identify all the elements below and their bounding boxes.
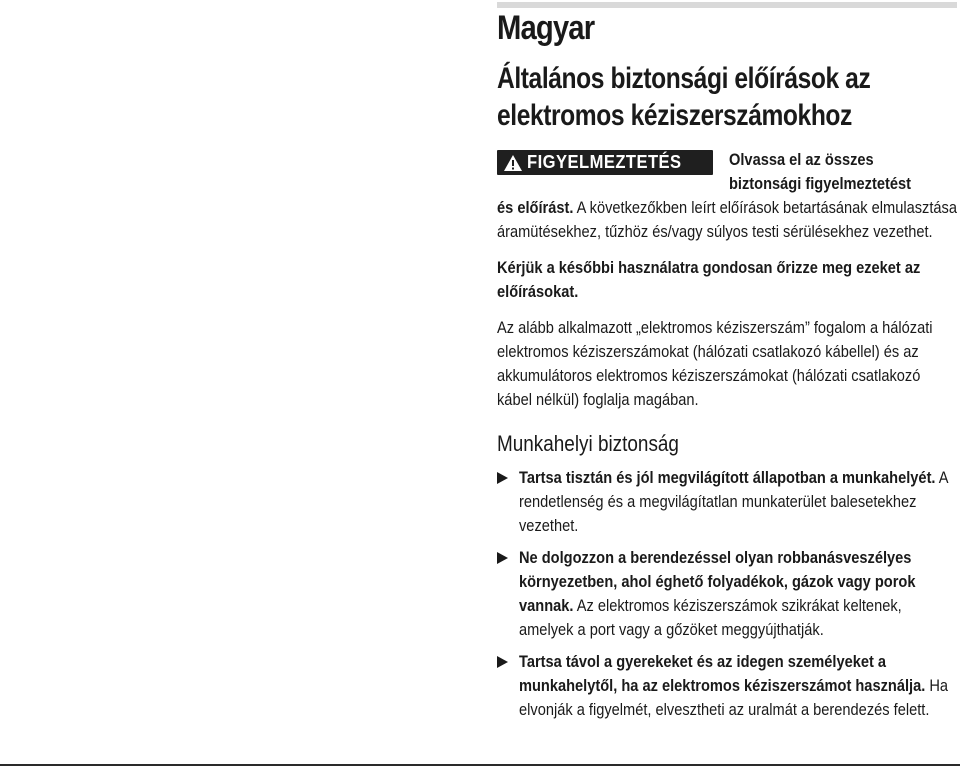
warning-triangle-icon [503,154,523,172]
bottom-rule [0,764,960,766]
warning-text [497,196,957,244]
warning-badge-label: FIGYELMEZTETÉS [527,152,682,172]
list-item-text [519,546,958,642]
list-item-bold: Tartsa távol a gyerekeket és az idegen személyeket a munkahelytől, ha az elektromos kéziszerszámot használja. [519,652,926,695]
list-item [497,466,957,538]
warning-badge [497,150,713,175]
warning-lead: Olvassa el az összes biztonsági figyelmeztetést [729,150,911,193]
triangle-bullet-icon [497,656,508,668]
list-item [497,546,957,642]
section-heading: Munkahelyi biztonság [497,431,679,456]
list-item-text [519,466,958,538]
list-item-rest: Az elektromos kéziszerszámok szikrákat keltenek, amelyek a port vagy a gőzöket meggyújthatják. [519,596,902,639]
keep-instructions-note: Kérjük a későbbi használatra gondosan őrizze meg ezeket az előírásokat. [497,258,921,301]
triangle-bullet-icon [497,552,508,564]
page-title: Általános biztonsági előírások az elektromos kéziszerszámokhoz [497,62,871,132]
triangle-bullet-icon [497,472,508,484]
list-item [497,650,957,722]
list-item-text [519,650,958,722]
warning-lead-continued: és előírást. [497,198,574,217]
list-item-rest: A rendetlenség és a megvilágítatlan munkaterület balesetekhez vezethet. [519,468,948,535]
warning-block [497,148,957,196]
language-heading: Magyar [497,9,595,47]
list-item-rest: Ha elvonják a figyelmét, elvesztheti az uralmát a berendezés felett. [519,676,949,719]
list-item-bold: Ne dolgozzon a berendezéssel olyan robbanásveszélyes környezetben, ahol éghető folyadékok, gázok vagy porok vannak. [519,548,916,615]
warning-body: A következőkben leírt előírások betartásának elmulasztása áramütésekhez, tűzhöz és/vagy súlyos testi sérülésekhez vezethet. [497,198,957,241]
definition-paragraph: Az alább alkalmazott „elektromos kéziszerszám” fogalom a hálózati elektromos kéziszerszámokat (hálózati csatlakozó kábellel) és az akkumulátoros elektromos kéziszerszámokat (hálózati csatlakozó kábel nélkül) foglalja magában. [497,318,933,409]
list-item-bold: Tartsa tisztán és jól megvilágított állapotban a munkahelyét. [519,468,936,487]
document-column [497,8,957,722]
